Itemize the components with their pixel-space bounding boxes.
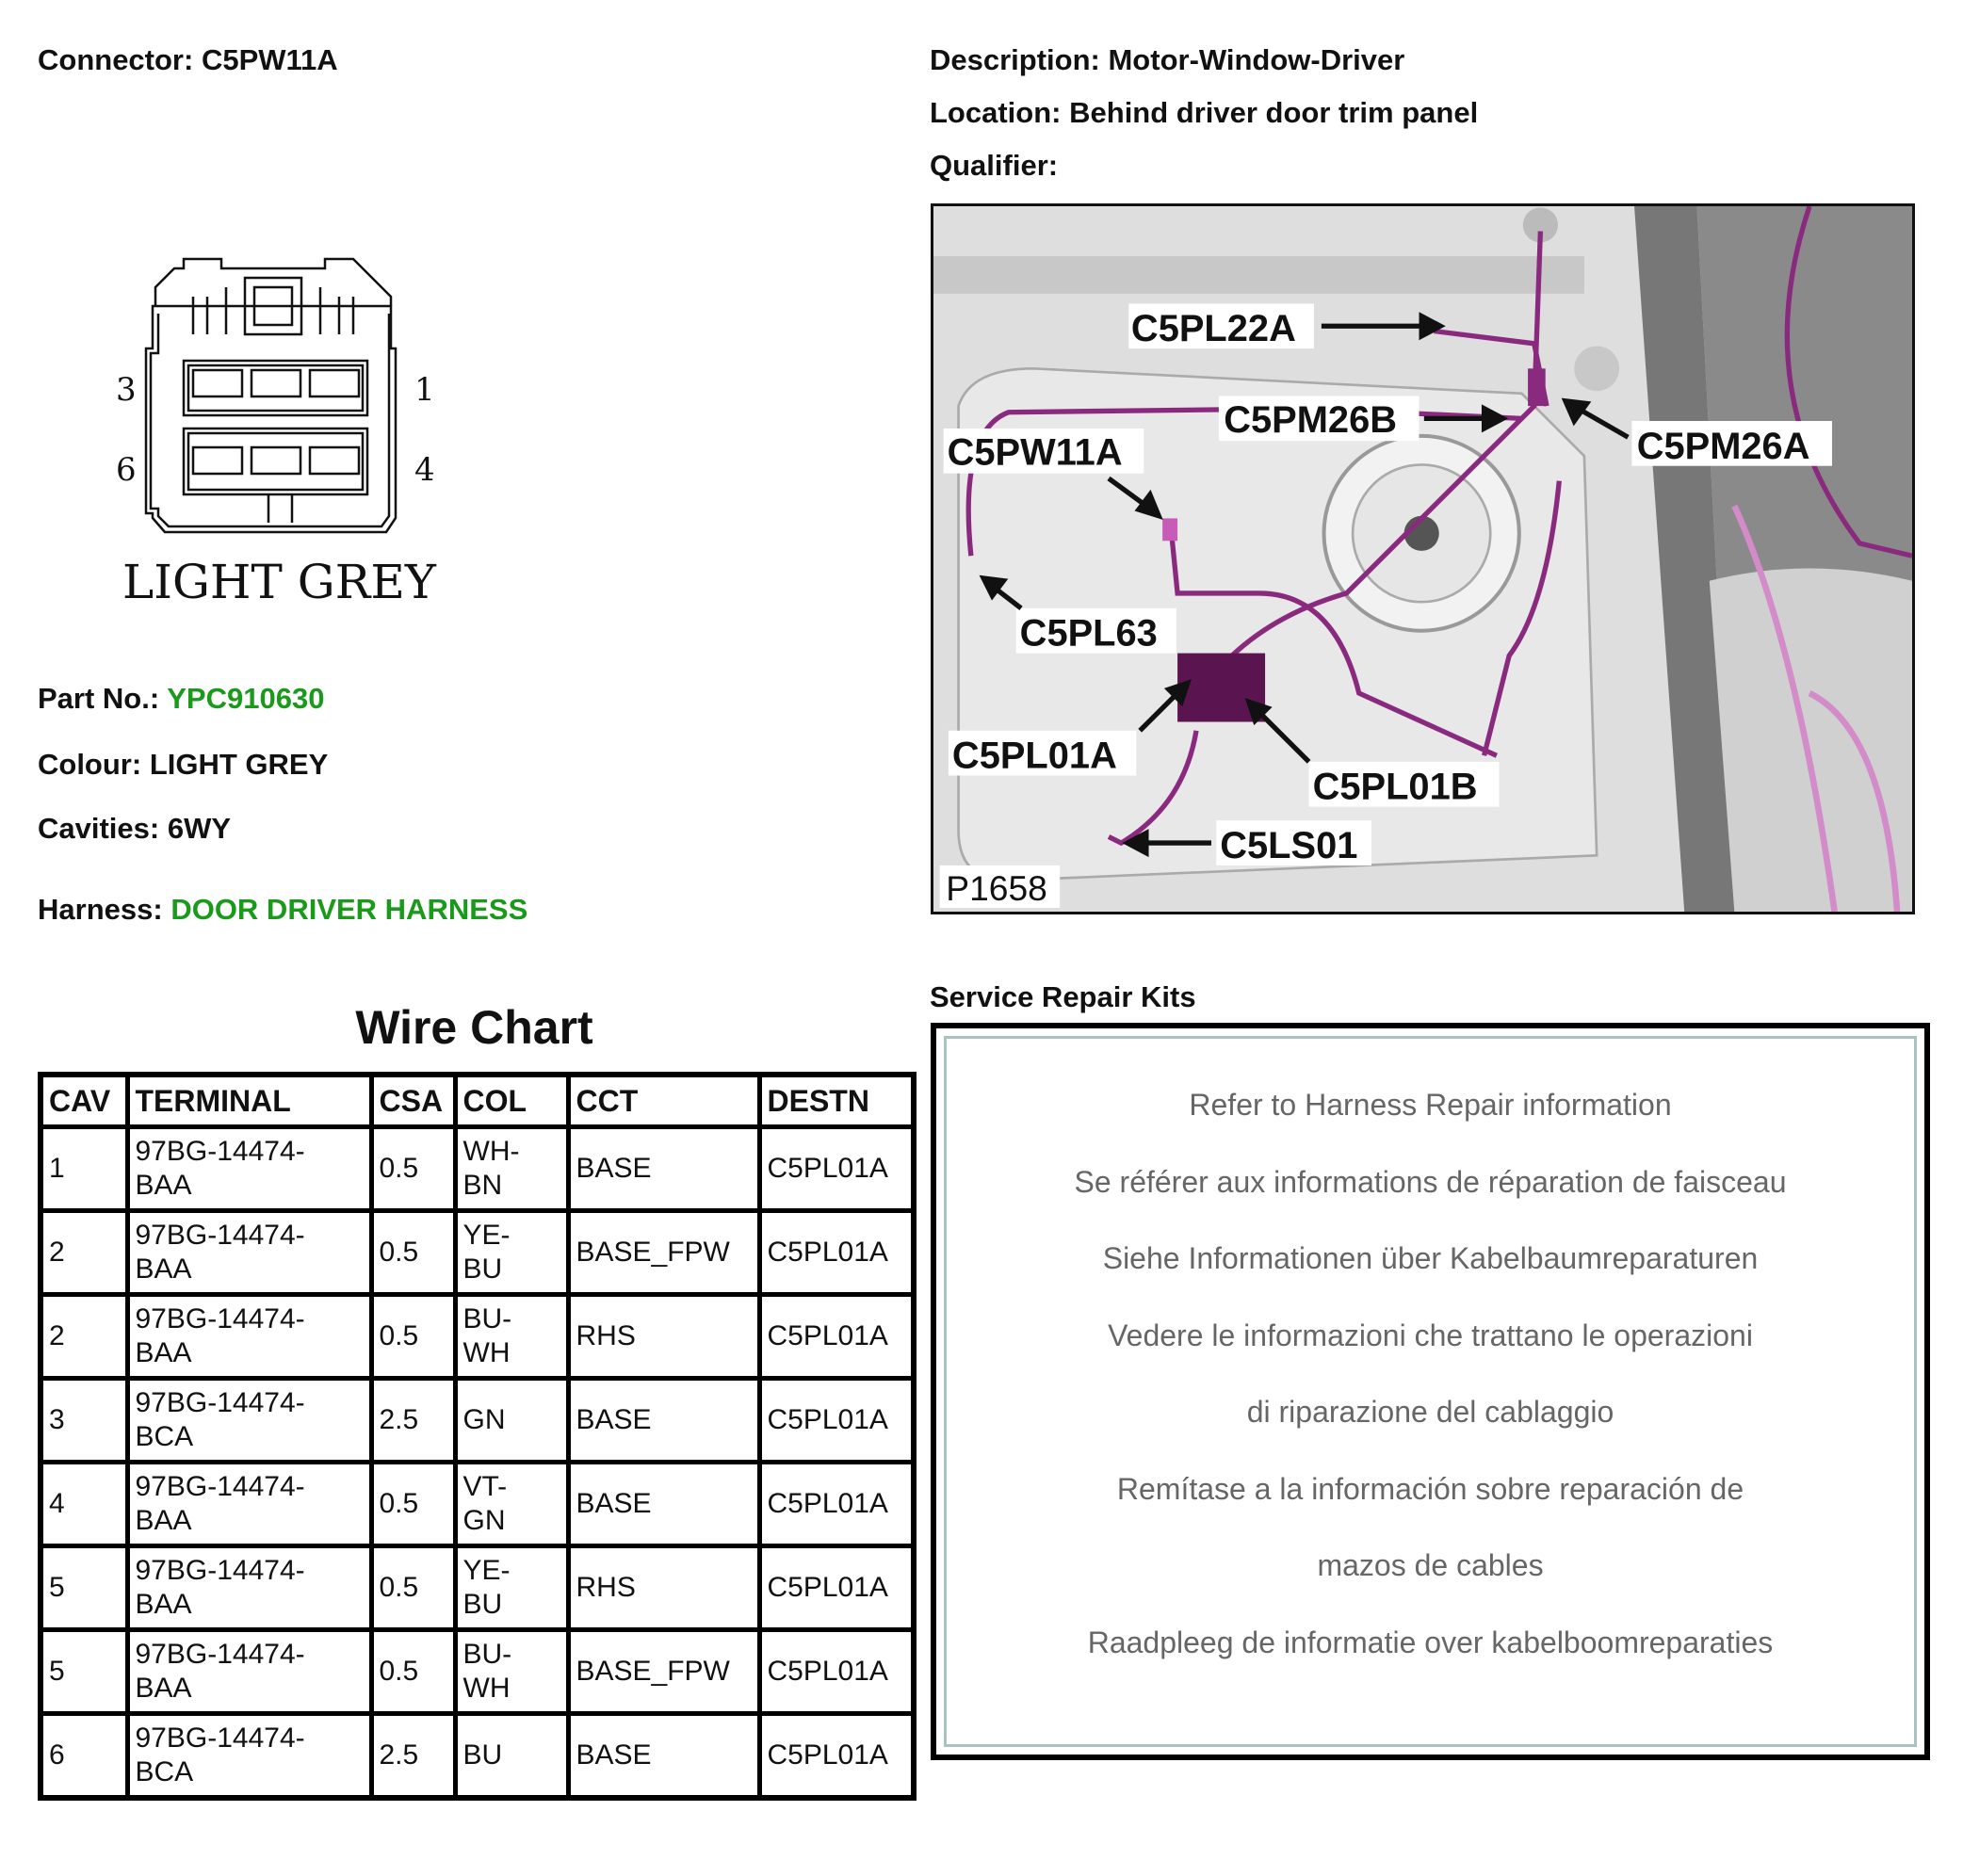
table-cell-destn: C5PL01A	[759, 1463, 914, 1546]
location-label: Location:	[930, 96, 1062, 129]
table-cell-destn: C5PL01A	[759, 1630, 914, 1714]
table-cell-terminal: 97BG-14474-BAA	[135, 1639, 305, 1704]
service-repair-kits-title: Service Repair Kits	[930, 980, 1196, 1013]
repair-kit-line: Raadpleeg de informatie over kabelboomreparaties	[1087, 1625, 1774, 1659]
location-value: Behind driver door trim panel	[1069, 96, 1479, 129]
pic-label-c5ls01: C5LS01	[1220, 825, 1358, 866]
table-cell-csa: 0.5	[371, 1127, 455, 1211]
door-illustration	[933, 206, 1912, 912]
part-no-link[interactable]: YPC910630	[167, 682, 325, 715]
pic-label-c5pl01a: C5PL01A	[951, 735, 1117, 777]
column-header: COL	[455, 1075, 568, 1127]
table-row	[41, 1630, 914, 1714]
table-cell-terminal: 97BG-14474-BAA	[135, 1471, 305, 1536]
table-cell-cct: BASE_FPW	[568, 1211, 759, 1295]
table-cell-cct: BASE	[568, 1127, 759, 1211]
qualifier-label: Qualifier:	[930, 149, 1059, 182]
table-cell-terminal-container	[127, 1546, 371, 1630]
pic-label-c5pl01b: C5PL01B	[1312, 766, 1478, 808]
table-cell-col: BU-WH	[462, 1303, 512, 1368]
service-repair-kits-box	[931, 1023, 1930, 1760]
table-cell-terminal-container	[127, 1463, 371, 1546]
table-row	[41, 1127, 914, 1211]
table-cell-cct: BASE	[568, 1714, 759, 1799]
table-cell-destn: C5PL01A	[759, 1379, 914, 1463]
column-header: DESTN	[759, 1075, 914, 1127]
table-cell-cav: 3	[41, 1379, 127, 1463]
colour-label: Colour:	[38, 748, 142, 781]
table-cell-cav: 2	[41, 1211, 127, 1295]
wire-chart-table	[38, 1072, 917, 1801]
table-cell-csa: 0.5	[371, 1463, 455, 1546]
table-cell-col: VT-GN	[462, 1471, 508, 1536]
part-no-row	[38, 682, 324, 716]
table-cell-destn: C5PL01A	[759, 1127, 914, 1211]
table-cell-destn: C5PL01A	[759, 1546, 914, 1630]
description-label: Description:	[930, 43, 1100, 76]
column-header: CAV	[41, 1075, 127, 1127]
table-row	[41, 1211, 914, 1295]
connector-label: Connector:	[38, 43, 194, 76]
pic-label-c5pl63: C5PL63	[1019, 612, 1158, 655]
table-cell-csa: 0.5	[371, 1630, 455, 1714]
table-cell-cct: BASE_FPW	[568, 1630, 759, 1714]
description-value: Motor-Window-Driver	[1108, 43, 1405, 76]
diagram-colour-text: LIGHT GREY	[122, 555, 436, 609]
repair-kit-line: Vedere le informazioni che trattano le operazioni	[1108, 1318, 1753, 1352]
table-cell-csa: 0.5	[371, 1546, 455, 1630]
harness-label: Harness:	[38, 893, 163, 926]
column-header: TERMINAL	[127, 1075, 371, 1127]
repair-kit-line: Remítase a la información sobre reparación de	[1116, 1471, 1744, 1506]
table-row	[41, 1546, 914, 1630]
pic-label-c5pw11a: C5PW11A	[947, 431, 1123, 474]
repair-kit-line: Se référer aux informations de réparation de faisceau	[1074, 1164, 1787, 1199]
wire-chart-header	[41, 1075, 914, 1127]
table-cell-destn: C5PL01A	[759, 1295, 914, 1379]
table-cell-col-container	[455, 1295, 568, 1379]
repair-kit-line: di riparazione del cablaggio	[1246, 1395, 1614, 1429]
connector-value: C5PW11A	[201, 43, 338, 76]
table-cell-terminal: 97BG-14474-BAA	[135, 1555, 305, 1620]
table-cell-terminal: 97BG-14474-BAA	[135, 1303, 305, 1368]
pin-label-3: 3	[116, 371, 137, 409]
pic-label-c5pm26b: C5PM26B	[1224, 398, 1398, 441]
column-header: CSA	[371, 1075, 455, 1127]
location-row	[930, 96, 1478, 130]
table-cell-terminal-container	[127, 1295, 371, 1379]
table-cell-col: GN	[462, 1404, 506, 1435]
cavities-label: Cavities:	[38, 812, 160, 845]
table-cell-col: YE-BU	[462, 1220, 511, 1285]
table-cell-col: BU	[462, 1739, 503, 1771]
colour-value: LIGHT GREY	[149, 748, 329, 781]
pic-label-c5pm26a: C5PM26A	[1636, 425, 1810, 467]
service-repair-kits-inner	[944, 1036, 1917, 1747]
table-row	[41, 1714, 914, 1799]
harness-row	[38, 893, 527, 927]
pin-label-4: 4	[414, 451, 435, 489]
table-cell-cav: 5	[41, 1630, 127, 1714]
connector-face-diagram	[108, 250, 447, 612]
table-cell-cav: 2	[41, 1295, 127, 1379]
qualifier-row	[930, 149, 1058, 183]
table-cell-col-container	[455, 1630, 568, 1714]
colour-row	[38, 748, 328, 782]
part-no-label: Part No.:	[38, 682, 160, 715]
table-cell-terminal: 97BG-14474-BAA	[135, 1136, 305, 1201]
pin-label-6: 6	[116, 451, 137, 489]
table-cell-col-container	[455, 1211, 568, 1295]
repair-kit-line: Siehe Informationen über Kabelbaumreparaturen	[1102, 1241, 1759, 1275]
table-cell-terminal: 97BG-14474-BCA	[135, 1387, 305, 1452]
cavities-value: 6WY	[167, 812, 232, 845]
table-row	[41, 1295, 914, 1379]
table-cell-cav: 6	[41, 1714, 127, 1799]
table-cell-cct: BASE	[568, 1463, 759, 1546]
table-cell-csa: 0.5	[371, 1295, 455, 1379]
table-cell-destn: C5PL01A	[759, 1211, 914, 1295]
connector-location-picture	[931, 203, 1915, 914]
table-cell-csa: 2.5	[371, 1379, 455, 1463]
description-row	[930, 43, 1404, 77]
table-cell-csa: 2.5	[371, 1714, 455, 1799]
table-cell-terminal: 97BG-14474-BAA	[135, 1220, 305, 1285]
table-cell-terminal-container	[127, 1127, 371, 1211]
connector-heading	[38, 43, 338, 77]
repair-kit-line: Refer to Harness Repair information	[1189, 1088, 1672, 1122]
table-cell-destn: C5PL01A	[759, 1714, 914, 1799]
table-cell-col-container	[455, 1379, 568, 1463]
table-cell-col: BU-WH	[462, 1639, 512, 1704]
table-row	[41, 1463, 914, 1546]
table-cell-col-container	[455, 1127, 568, 1211]
column-header: CCT	[568, 1075, 759, 1127]
table-cell-col-container	[455, 1714, 568, 1799]
pic-label-c5pl22a: C5PL22A	[1130, 308, 1296, 350]
table-cell-csa: 0.5	[371, 1211, 455, 1295]
table-row	[41, 1379, 914, 1463]
pin-label-1: 1	[414, 371, 435, 409]
table-cell-cav: 5	[41, 1546, 127, 1630]
table-cell-cav: 1	[41, 1127, 127, 1211]
table-cell-terminal-container	[127, 1630, 371, 1714]
table-cell-terminal: 97BG-14474-BCA	[135, 1722, 305, 1787]
table-cell-col: WH-BN	[462, 1136, 520, 1201]
table-cell-cav: 4	[41, 1463, 127, 1546]
repair-kit-line: mazos de cables	[1317, 1548, 1544, 1582]
table-cell-col-container	[455, 1463, 568, 1546]
wire-chart-title: Wire Chart	[355, 1001, 593, 1054]
table-cell-terminal-container	[127, 1211, 371, 1295]
table-cell-col: YE-BU	[462, 1555, 511, 1620]
table-cell-col-container	[455, 1546, 568, 1630]
cavities-row	[38, 812, 231, 846]
table-cell-terminal-container	[127, 1379, 371, 1463]
table-cell-cct: BASE	[568, 1379, 759, 1463]
picture-ref: P1658	[946, 868, 1047, 909]
table-cell-cct: RHS	[568, 1546, 759, 1630]
table-cell-terminal-container	[127, 1714, 371, 1799]
table-cell-cct: RHS	[568, 1295, 759, 1379]
harness-link[interactable]: DOOR DRIVER HARNESS	[170, 893, 528, 926]
